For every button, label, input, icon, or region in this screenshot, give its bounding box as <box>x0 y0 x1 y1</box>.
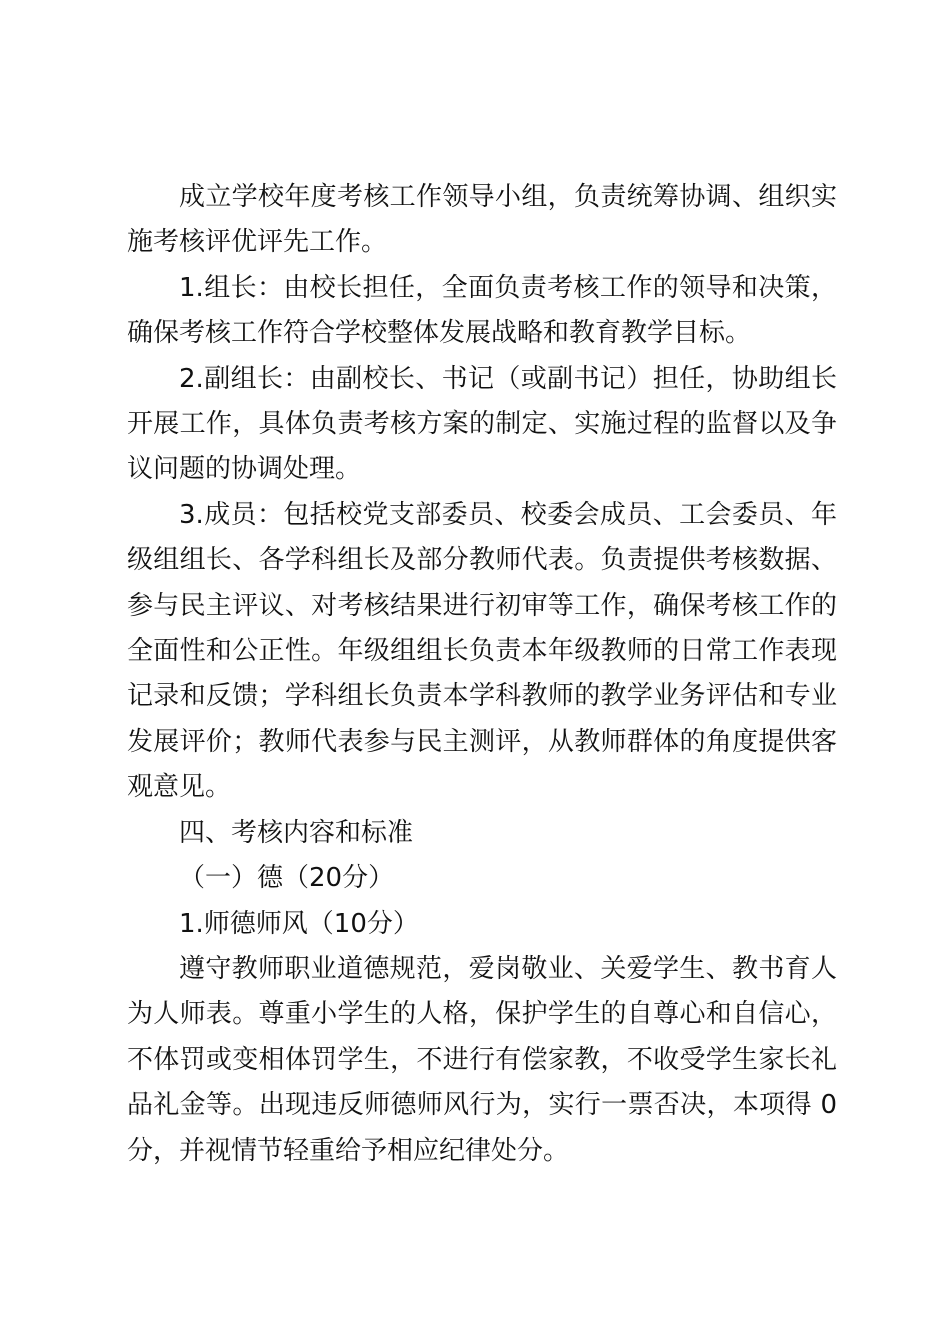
paragraph-leadership-group: 成立学校年度考核工作领导小组，负责统筹协调、组织实施考核评优评先工作。 <box>127 182 837 258</box>
paragraph-members: 3.成员：包括校党支部委员、校委会成员、工会委员、年级组组长、各学科组长及部分教师代表。负责提供考核数据、参与民主评议、对考核结果进行初审等工作，确保考核工作的全面性和公正性。年级组组长负责本年级教师的日常工作表现记录和反馈；学科组长负责本学科教师的教学业务评估和专业发展评价；教师代表参与民主测评，从教师群体的角度提供客观意见。 <box>127 499 837 803</box>
document-body <box>127 175 837 1174</box>
paragraph-teacher-ethics: 遵守教师职业道德规范，爱岗敬业、关爱学生、教书育人为人师表。尊重小学生的人格，保护学生的自尊心和自信心，不体罚或变相体罚学生，不进行有偿家教，不收受学生家长礼品礼金等。出现违反师德师风行为，实行一票否决，本项得 0 分，并视情节轻重给予相应纪律处分。 <box>127 953 837 1166</box>
paragraph-group-leader: 1.组长：由校长担任，全面负责考核工作的领导和决策，确保考核工作符合学校整体发展战略和教育教学目标。 <box>127 272 837 349</box>
item-heading-teacher-ethics: 1.师德师风（10分） <box>179 908 419 939</box>
paragraph-deputy-leader: 2.副组长：由副校长、书记（或副书记）担任，协助组长开展工作，具体负责考核方案的制定、实施过程的监督以及争议问题的协调处理。 <box>127 363 837 485</box>
subsection-heading-morality: （一）德（20分） <box>179 863 395 894</box>
section-heading-content-standards: 四、考核内容和标准 <box>179 817 414 848</box>
